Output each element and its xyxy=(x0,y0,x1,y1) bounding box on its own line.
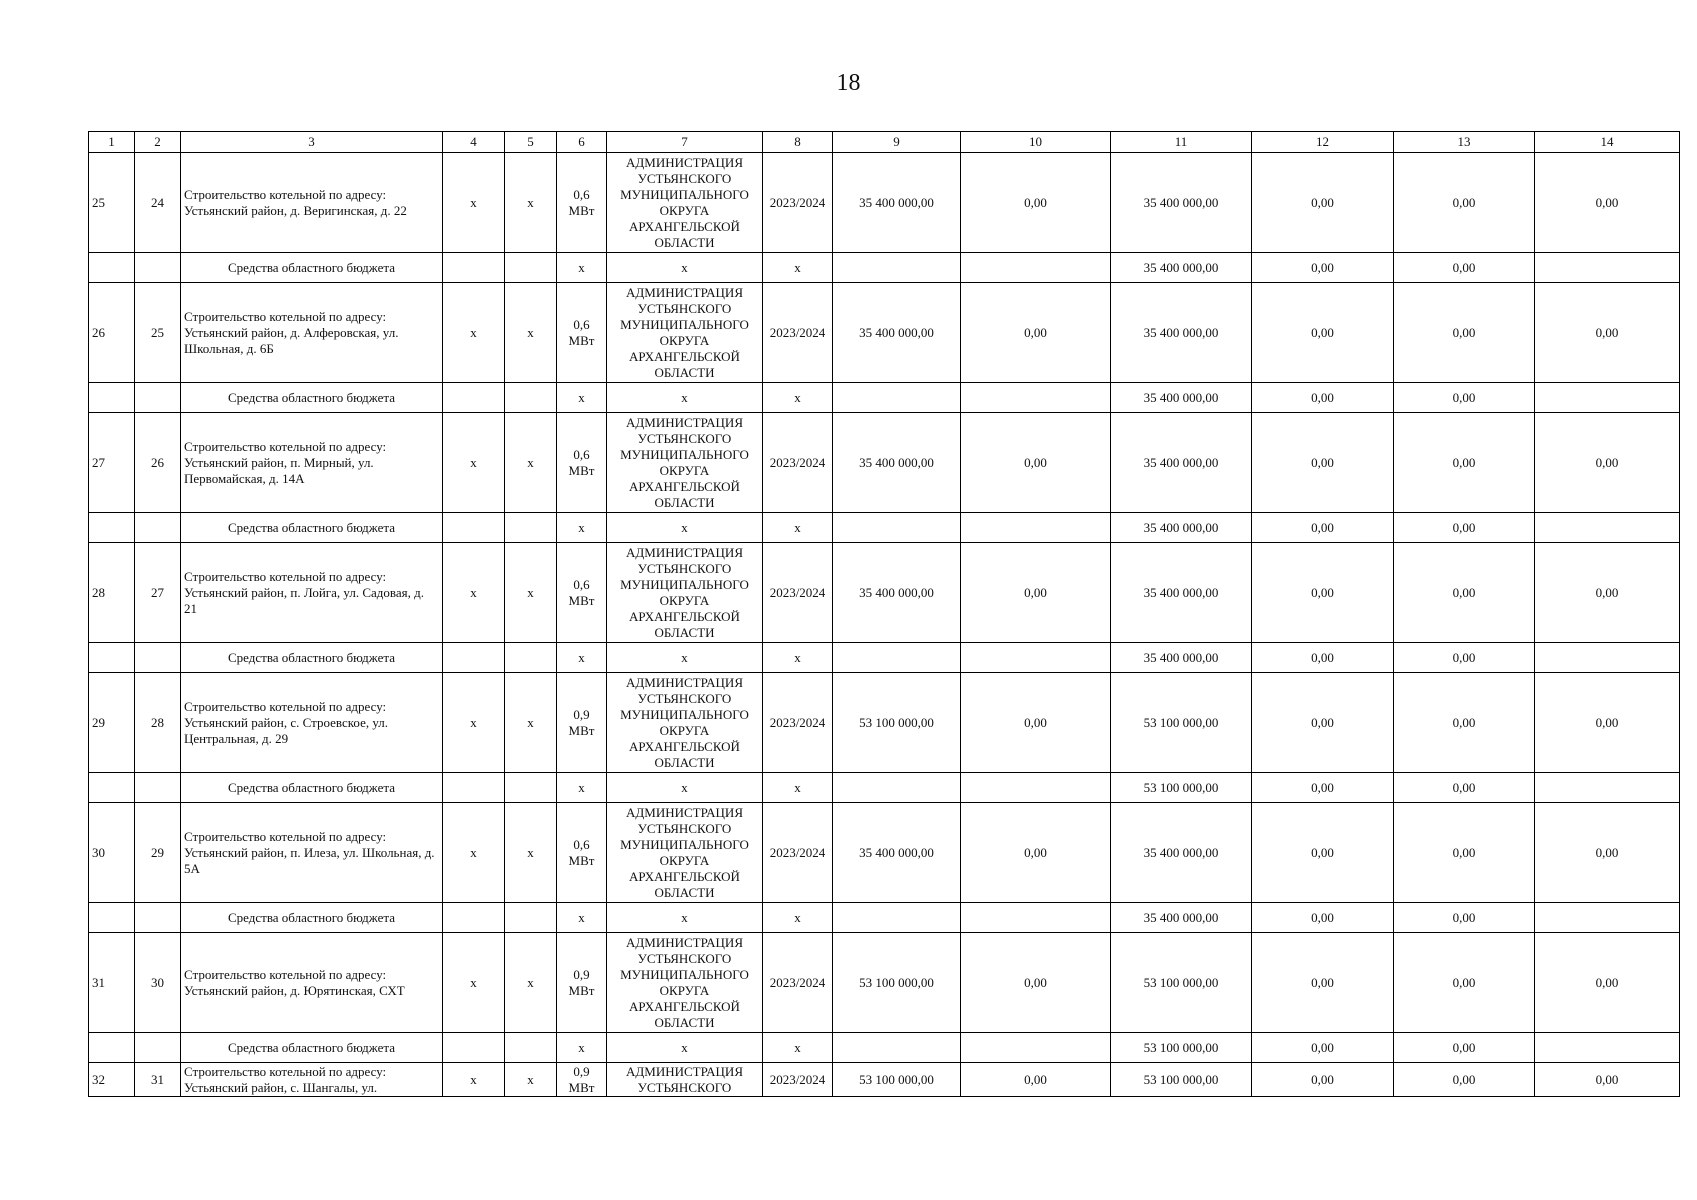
capacity: 0,9 МВт xyxy=(557,1063,607,1097)
amount-col10: 0,00 xyxy=(961,803,1111,903)
cell-col4: х xyxy=(443,283,505,383)
column-header: 10 xyxy=(961,132,1111,153)
column-header: 4 xyxy=(443,132,505,153)
total-amount: 35 400 000,00 xyxy=(833,283,961,383)
empty-cell xyxy=(443,253,505,283)
column-header: 13 xyxy=(1394,132,1535,153)
amount-col12: 0,00 xyxy=(1252,253,1394,283)
cell-col8: х xyxy=(763,903,833,933)
amount-col14: 0,00 xyxy=(1535,543,1680,643)
object-description: Строительство котельной по адресу: Устьянский район, п. Илеза, ул. Школьная, д. 5А xyxy=(181,803,443,903)
row-number: 28 xyxy=(89,543,135,643)
table-row xyxy=(89,283,1680,383)
customer-org: АДМИНИСТРАЦИЯ УСТЬЯНСКОГО МУНИЦИПАЛЬНОГО ОКРУГА АРХАНГЕЛЬСКОЙ ОБЛАСТИ xyxy=(607,933,763,1033)
empty-cell xyxy=(833,643,961,673)
column-number-row xyxy=(89,132,1680,153)
amount-col13: 0,00 xyxy=(1394,283,1535,383)
cell-col6: х xyxy=(557,383,607,413)
row-number: 32 xyxy=(89,1063,135,1097)
table-row xyxy=(89,543,1680,643)
cell-col4: х xyxy=(443,413,505,513)
funding-source-label: Средства областного бюджета xyxy=(181,1033,443,1063)
cell-col8: х xyxy=(763,383,833,413)
object-description: Строительство котельной по адресу: Устьянский район, с. Шангалы, ул. xyxy=(181,1063,443,1097)
cell-col8: х xyxy=(763,513,833,543)
cell-col8: х xyxy=(763,643,833,673)
object-description: Строительство котельной по адресу: Устьянский район, с. Строевское, ул. Центральная, д. 29 xyxy=(181,673,443,773)
table-row xyxy=(89,673,1680,773)
column-header: 14 xyxy=(1535,132,1680,153)
empty-cell xyxy=(89,903,135,933)
funding-source-row xyxy=(89,643,1680,673)
column-header: 1 xyxy=(89,132,135,153)
customer-org: АДМИНИСТРАЦИЯ УСТЬЯНСКОГО МУНИЦИПАЛЬНОГО ОКРУГА АРХАНГЕЛЬСКОЙ ОБЛАСТИ xyxy=(607,803,763,903)
amount-col10: 0,00 xyxy=(961,543,1111,643)
empty-cell xyxy=(1535,643,1680,673)
cell-col7: х xyxy=(607,773,763,803)
empty-cell xyxy=(89,1033,135,1063)
amount-col12: 0,00 xyxy=(1252,903,1394,933)
amount-col12: 0,00 xyxy=(1252,933,1394,1033)
empty-cell xyxy=(961,903,1111,933)
empty-cell xyxy=(505,383,557,413)
object-description: Строительство котельной по адресу: Устьянский район, п. Мирный, ул. Первомайская, д. 14А xyxy=(181,413,443,513)
empty-cell xyxy=(89,643,135,673)
empty-cell xyxy=(1535,383,1680,413)
cell-col5: х xyxy=(505,933,557,1033)
row-number: 29 xyxy=(89,673,135,773)
amount-col13: 0,00 xyxy=(1394,153,1535,253)
row-number: 27 xyxy=(89,413,135,513)
empty-cell xyxy=(1535,1033,1680,1063)
amount-col13: 0,00 xyxy=(1394,383,1535,413)
customer-org: АДМИНИСТРАЦИЯ УСТЬЯНСКОГО МУНИЦИПАЛЬНОГО ОКРУГА АРХАНГЕЛЬСКОЙ ОБЛАСТИ xyxy=(607,153,763,253)
column-header: 6 xyxy=(557,132,607,153)
capacity: 0,6 МВт xyxy=(557,153,607,253)
cell-col5: х xyxy=(505,153,557,253)
funding-source-row xyxy=(89,513,1680,543)
cell-col6: х xyxy=(557,903,607,933)
row-number: 25 xyxy=(89,153,135,253)
amount-col10: 0,00 xyxy=(961,153,1111,253)
empty-cell xyxy=(443,903,505,933)
empty-cell xyxy=(89,383,135,413)
empty-cell xyxy=(89,513,135,543)
customer-org: АДМИНИСТРАЦИЯ УСТЬЯНСКОГО МУНИЦИПАЛЬНОГО ОКРУГА АРХАНГЕЛЬСКОЙ ОБЛАСТИ xyxy=(607,543,763,643)
amount-col14: 0,00 xyxy=(1535,153,1680,253)
funding-source-row xyxy=(89,903,1680,933)
amount-col13: 0,00 xyxy=(1394,513,1535,543)
cell-col4: х xyxy=(443,803,505,903)
funding-source-row xyxy=(89,253,1680,283)
total-amount: 35 400 000,00 xyxy=(833,413,961,513)
object-description: Строительство котельной по адресу: Устьянский район, д. Веригинская, д. 22 xyxy=(181,153,443,253)
object-number: 27 xyxy=(135,543,181,643)
column-header: 9 xyxy=(833,132,961,153)
empty-cell xyxy=(505,903,557,933)
funding-source-label: Средства областного бюджета xyxy=(181,773,443,803)
customer-org: АДМИНИСТРАЦИЯ УСТЬЯНСКОГО МУНИЦИПАЛЬНОГО ОКРУГА АРХАНГЕЛЬСКОЙ ОБЛАСТИ xyxy=(607,283,763,383)
amount-col10: 0,00 xyxy=(961,1063,1111,1097)
customer-org: АДМИНИСТРАЦИЯ УСТЬЯНСКОГО xyxy=(607,1063,763,1097)
capacity: 0,6 МВт xyxy=(557,543,607,643)
empty-cell xyxy=(135,643,181,673)
cell-col6: х xyxy=(557,643,607,673)
row-number: 31 xyxy=(89,933,135,1033)
amount-col12: 0,00 xyxy=(1252,643,1394,673)
object-number: 24 xyxy=(135,153,181,253)
object-description: Строительство котельной по адресу: Устьянский район, д. Юрятинская, СХТ xyxy=(181,933,443,1033)
cell-col4: х xyxy=(443,543,505,643)
object-number: 30 xyxy=(135,933,181,1033)
amount-col11: 53 100 000,00 xyxy=(1111,673,1252,773)
amount-col11: 53 100 000,00 xyxy=(1111,1033,1252,1063)
empty-cell xyxy=(505,513,557,543)
amount-col10: 0,00 xyxy=(961,283,1111,383)
empty-cell xyxy=(89,253,135,283)
amount-col11: 53 100 000,00 xyxy=(1111,773,1252,803)
empty-cell xyxy=(443,773,505,803)
table-row xyxy=(89,153,1680,253)
capacity: 0,6 МВт xyxy=(557,803,607,903)
cell-col4: х xyxy=(443,673,505,773)
empty-cell xyxy=(961,513,1111,543)
cell-col5: х xyxy=(505,1063,557,1097)
amount-col12: 0,00 xyxy=(1252,153,1394,253)
page-number: 18 xyxy=(836,70,861,96)
period: 2023/2024 xyxy=(763,413,833,513)
object-number: 28 xyxy=(135,673,181,773)
amount-col14: 0,00 xyxy=(1535,413,1680,513)
table-body xyxy=(89,153,1680,1097)
cell-col7: х xyxy=(607,513,763,543)
period: 2023/2024 xyxy=(763,153,833,253)
amount-col14: 0,00 xyxy=(1535,1063,1680,1097)
capacity: 0,9 МВт xyxy=(557,673,607,773)
empty-cell xyxy=(833,253,961,283)
empty-cell xyxy=(505,1033,557,1063)
cell-col4: х xyxy=(443,933,505,1033)
cell-col8: х xyxy=(763,253,833,283)
empty-cell xyxy=(505,773,557,803)
empty-cell xyxy=(443,383,505,413)
funding-source-row xyxy=(89,773,1680,803)
empty-cell xyxy=(833,773,961,803)
table-row xyxy=(89,1063,1680,1097)
column-header: 7 xyxy=(607,132,763,153)
amount-col13: 0,00 xyxy=(1394,1033,1535,1063)
total-amount: 53 100 000,00 xyxy=(833,673,961,773)
object-number: 26 xyxy=(135,413,181,513)
customer-org: АДМИНИСТРАЦИЯ УСТЬЯНСКОГО МУНИЦИПАЛЬНОГО ОКРУГА АРХАНГЕЛЬСКОЙ ОБЛАСТИ xyxy=(607,673,763,773)
amount-col11: 35 400 000,00 xyxy=(1111,543,1252,643)
amount-col11: 35 400 000,00 xyxy=(1111,903,1252,933)
object-number: 31 xyxy=(135,1063,181,1097)
empty-cell xyxy=(135,773,181,803)
column-header: 3 xyxy=(181,132,443,153)
amount-col13: 0,00 xyxy=(1394,643,1535,673)
empty-cell xyxy=(961,773,1111,803)
empty-cell xyxy=(135,253,181,283)
amount-col14: 0,00 xyxy=(1535,283,1680,383)
column-header: 2 xyxy=(135,132,181,153)
cell-col7: х xyxy=(607,643,763,673)
amount-col11: 35 400 000,00 xyxy=(1111,803,1252,903)
column-header: 11 xyxy=(1111,132,1252,153)
cell-col6: х xyxy=(557,1033,607,1063)
empty-cell xyxy=(833,1033,961,1063)
cell-col7: х xyxy=(607,383,763,413)
amount-col13: 0,00 xyxy=(1394,1063,1535,1097)
empty-cell xyxy=(1535,253,1680,283)
amount-col11: 35 400 000,00 xyxy=(1111,253,1252,283)
empty-cell xyxy=(505,643,557,673)
total-amount: 35 400 000,00 xyxy=(833,543,961,643)
period: 2023/2024 xyxy=(763,1063,833,1097)
empty-cell xyxy=(1535,513,1680,543)
amount-col11: 35 400 000,00 xyxy=(1111,413,1252,513)
amount-col12: 0,00 xyxy=(1252,1033,1394,1063)
empty-cell xyxy=(443,1033,505,1063)
total-amount: 53 100 000,00 xyxy=(833,933,961,1033)
funding-source-label: Средства областного бюджета xyxy=(181,513,443,543)
amount-col11: 53 100 000,00 xyxy=(1111,1063,1252,1097)
cell-col7: х xyxy=(607,903,763,933)
row-number: 26 xyxy=(89,283,135,383)
empty-cell xyxy=(505,253,557,283)
empty-cell xyxy=(443,643,505,673)
empty-cell xyxy=(961,643,1111,673)
cell-col6: х xyxy=(557,513,607,543)
cell-col7: х xyxy=(607,1033,763,1063)
empty-cell xyxy=(135,383,181,413)
amount-col11: 35 400 000,00 xyxy=(1111,153,1252,253)
amount-col11: 53 100 000,00 xyxy=(1111,933,1252,1033)
amount-col12: 0,00 xyxy=(1252,773,1394,803)
funding-source-label: Средства областного бюджета xyxy=(181,383,443,413)
amount-col10: 0,00 xyxy=(961,933,1111,1033)
cell-col7: х xyxy=(607,253,763,283)
empty-cell xyxy=(135,513,181,543)
empty-cell xyxy=(443,513,505,543)
amount-col10: 0,00 xyxy=(961,413,1111,513)
amount-col11: 35 400 000,00 xyxy=(1111,283,1252,383)
empty-cell xyxy=(1535,903,1680,933)
amount-col10: 0,00 xyxy=(961,673,1111,773)
amount-col12: 0,00 xyxy=(1252,283,1394,383)
budget-table xyxy=(88,131,1680,1097)
amount-col13: 0,00 xyxy=(1394,903,1535,933)
empty-cell xyxy=(1535,773,1680,803)
amount-col11: 35 400 000,00 xyxy=(1111,643,1252,673)
empty-cell xyxy=(833,903,961,933)
empty-cell xyxy=(135,903,181,933)
amount-col13: 0,00 xyxy=(1394,933,1535,1033)
object-description: Строительство котельной по адресу: Устьянский район, д. Алферовская, ул. Школьная, д. 6Б xyxy=(181,283,443,383)
funding-source-label: Средства областного бюджета xyxy=(181,253,443,283)
object-description: Строительство котельной по адресу: Устьянский район, п. Лойга, ул. Садовая, д. 21 xyxy=(181,543,443,643)
empty-cell xyxy=(135,1033,181,1063)
empty-cell xyxy=(961,383,1111,413)
period: 2023/2024 xyxy=(763,673,833,773)
amount-col14: 0,00 xyxy=(1535,803,1680,903)
amount-col11: 35 400 000,00 xyxy=(1111,383,1252,413)
table-row xyxy=(89,933,1680,1033)
table-row xyxy=(89,803,1680,903)
row-number: 30 xyxy=(89,803,135,903)
cell-col5: х xyxy=(505,413,557,513)
amount-col12: 0,00 xyxy=(1252,543,1394,643)
cell-col5: х xyxy=(505,803,557,903)
cell-col6: х xyxy=(557,773,607,803)
amount-col12: 0,00 xyxy=(1252,803,1394,903)
capacity: 0,6 МВт xyxy=(557,283,607,383)
cell-col5: х xyxy=(505,543,557,643)
amount-col14: 0,00 xyxy=(1535,933,1680,1033)
amount-col12: 0,00 xyxy=(1252,673,1394,773)
table-row xyxy=(89,413,1680,513)
capacity: 0,9 МВт xyxy=(557,933,607,1033)
total-amount: 35 400 000,00 xyxy=(833,803,961,903)
amount-col14: 0,00 xyxy=(1535,673,1680,773)
amount-col13: 0,00 xyxy=(1394,773,1535,803)
amount-col12: 0,00 xyxy=(1252,1063,1394,1097)
amount-col12: 0,00 xyxy=(1252,413,1394,513)
cell-col8: х xyxy=(763,773,833,803)
cell-col5: х xyxy=(505,673,557,773)
capacity: 0,6 МВт xyxy=(557,413,607,513)
period: 2023/2024 xyxy=(763,803,833,903)
column-header: 8 xyxy=(763,132,833,153)
amount-col13: 0,00 xyxy=(1394,253,1535,283)
funding-source-row xyxy=(89,1033,1680,1063)
empty-cell xyxy=(961,253,1111,283)
cell-col8: х xyxy=(763,1033,833,1063)
total-amount: 53 100 000,00 xyxy=(833,1063,961,1097)
funding-source-row xyxy=(89,383,1680,413)
column-header: 5 xyxy=(505,132,557,153)
period: 2023/2024 xyxy=(763,543,833,643)
amount-col12: 0,00 xyxy=(1252,513,1394,543)
empty-cell xyxy=(961,1033,1111,1063)
cell-col4: х xyxy=(443,1063,505,1097)
total-amount: 35 400 000,00 xyxy=(833,153,961,253)
cell-col5: х xyxy=(505,283,557,383)
period: 2023/2024 xyxy=(763,933,833,1033)
funding-source-label: Средства областного бюджета xyxy=(181,903,443,933)
cell-col6: х xyxy=(557,253,607,283)
funding-source-label: Средства областного бюджета xyxy=(181,643,443,673)
object-number: 25 xyxy=(135,283,181,383)
customer-org: АДМИНИСТРАЦИЯ УСТЬЯНСКОГО МУНИЦИПАЛЬНОГО ОКРУГА АРХАНГЕЛЬСКОЙ ОБЛАСТИ xyxy=(607,413,763,513)
amount-col13: 0,00 xyxy=(1394,543,1535,643)
amount-col13: 0,00 xyxy=(1394,673,1535,773)
amount-col13: 0,00 xyxy=(1394,413,1535,513)
column-header: 12 xyxy=(1252,132,1394,153)
empty-cell xyxy=(833,513,961,543)
empty-cell xyxy=(89,773,135,803)
amount-col12: 0,00 xyxy=(1252,383,1394,413)
empty-cell xyxy=(833,383,961,413)
object-number: 29 xyxy=(135,803,181,903)
amount-col13: 0,00 xyxy=(1394,803,1535,903)
period: 2023/2024 xyxy=(763,283,833,383)
amount-col11: 35 400 000,00 xyxy=(1111,513,1252,543)
cell-col4: х xyxy=(443,153,505,253)
